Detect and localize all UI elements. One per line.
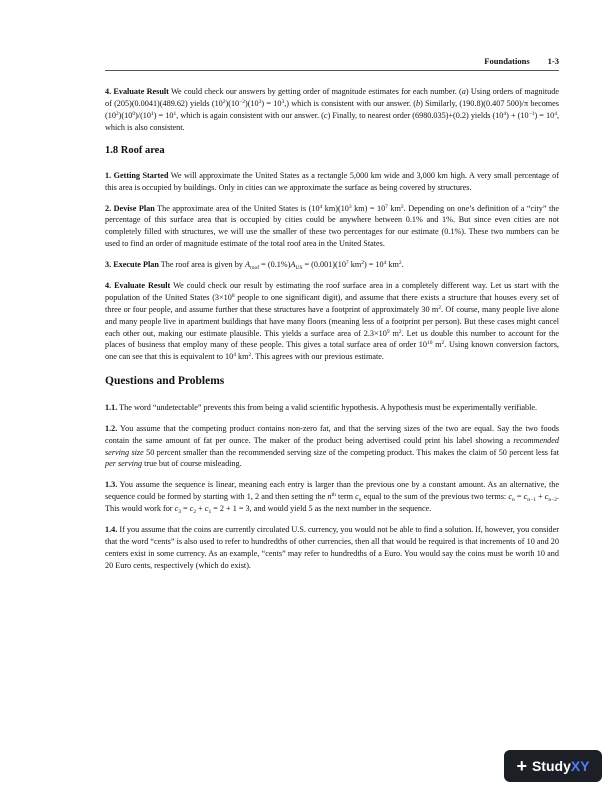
evaluate-result-paragraph-1: 4. Evaluate Result We could check our answers by getting order of magnitude estimates for each number. (a) Using orders of magnitude of (205)(0.0041)(489.62) yields $(10^2)(10^{-2})(10^3) = 10^3$,) which is consistent with our answer. (b) Similarly, (190.8)(0.407 500)/π becomes $(10^2)(10^0)/(10^1) = 10^1$, which is again consistent with our answer. (c) Finally, to nearest order (6980.035)+(0.2) yields $(10^4) + (10^{-1}) = 10^4$, which is also consistent. xyxy=(105,87,559,132)
section-title: Foundations xyxy=(484,56,530,66)
plus-icon: + xyxy=(516,755,527,776)
section-heading-questions: Questions and Problems xyxy=(105,375,225,388)
page-content xyxy=(105,86,559,581)
studyxy-logo[interactable] xyxy=(504,750,602,782)
running-header xyxy=(105,55,559,71)
answer-1-2: 1.2. You assume that the competing product contains non-zero fat, and that the serving sizes of the two are equal. Say the two foods contain the same amount of fat per ounce. The maker of the product being advertised could print his label showing a recommended serving size 50 percent smaller than the recommended serving size of the competing product. This makes the claim of 50 percent less fat per serving true but of course misleading. xyxy=(105,423,559,469)
answer-1-3: 1.3. You assume the sequence is linear, meaning each entry is larger than the previous one by a constant amount. As an alternative, the sequence could be formed by starting with 1, 2 and then setting the $n^{th}$ term $c_n$ equal to the sum of the previous two terms: $c_n = c_{n-1} + c_{n-2}$. This would work for $c_3 = c_2 + c_1 = 2 + 1 = 3$, and would yield 5 as the next number in the sequence. xyxy=(105,480,559,516)
page-number: 1-3 xyxy=(547,56,559,66)
logo-brand-b: XY xyxy=(570,757,590,774)
section-heading-roof-area: 1.8 Roof area xyxy=(105,144,165,156)
devise-plan-paragraph: 2. Devise Plan The approximate area of the United States is ($10^4$ $km)(10^3$ $km) = 10^7$ $km^2$. Depending on one’s definition of a “city” the percentage of this surface area that is occupied by cities could be anywhere between 0.1% and 1%. But since even cities are not completely filled with structures, we will use the smaller of these two percentages for our estimate (0.1%). These two numbers can be used to find an order of magnitude estimate of the total roof area in the United States. xyxy=(105,203,559,249)
execute-plan-paragraph: 3. Execute Plan The roof area is given by $A_{roof} = (0.1\%)A_{US} = (0.001)(10^7$ $km^2) = 10^4$ $km^2$. xyxy=(105,260,404,272)
answer-1-4: 1.4. If you assume that the coins are currently circulated U.S. currency, you would not be able to find a solution. If, however, you consider that the word “cents” is also used to refer to hundredths of other currencies, then all that would be required is that increments of 10 and 20 centers exist in some currency. As an example, “cents” may refer to hundredths of a Euro. You would say the coins must be worth 10 and 20 Euro cents, respectively (which do exist). xyxy=(105,525,559,570)
getting-started-paragraph: 1. Getting Started We will approximate the United States as a rectangle 5,000 km wide and 3,000 km high. A very small percentage of this area is occupied by buildings. Only in cities can we approximate the surface as being covered by structures. xyxy=(105,170,559,192)
answer-1-1: 1.1. The word “undetectable” prevents this from being a valid scientific hypothesis. A hypothesis must be experimentally verifiable. xyxy=(105,402,538,412)
logo-brand-a: Study xyxy=(531,757,571,774)
evaluate-result-paragraph-2: 4. Evaluate Result We could check our result by estimating the roof surface area in a completely different way. Let us start with the population of the United States ($3\times 10^8$ people to one significant digit), and assume that there exists a structure that houses every set of three or four people, and assume further that these structures have a footprint of approximately 30 $m^2$. Of course, many people live alone and many people live in apartment buildings that have many floors (meaning less of a footprint per person). But these cases might cancel each other out, making our estimate plausible. This yields a surface area of $2.3\times 10^9$ $m^2$. Let us double this number to account for the places of business that employ many of these people. This gives a total surface area of order $10^{10}$ $m^2$. Using known conversion factors, one can see that this is equivalent to $10^4$ $km^2$. This agrees with our previous estimate. xyxy=(105,281,560,362)
